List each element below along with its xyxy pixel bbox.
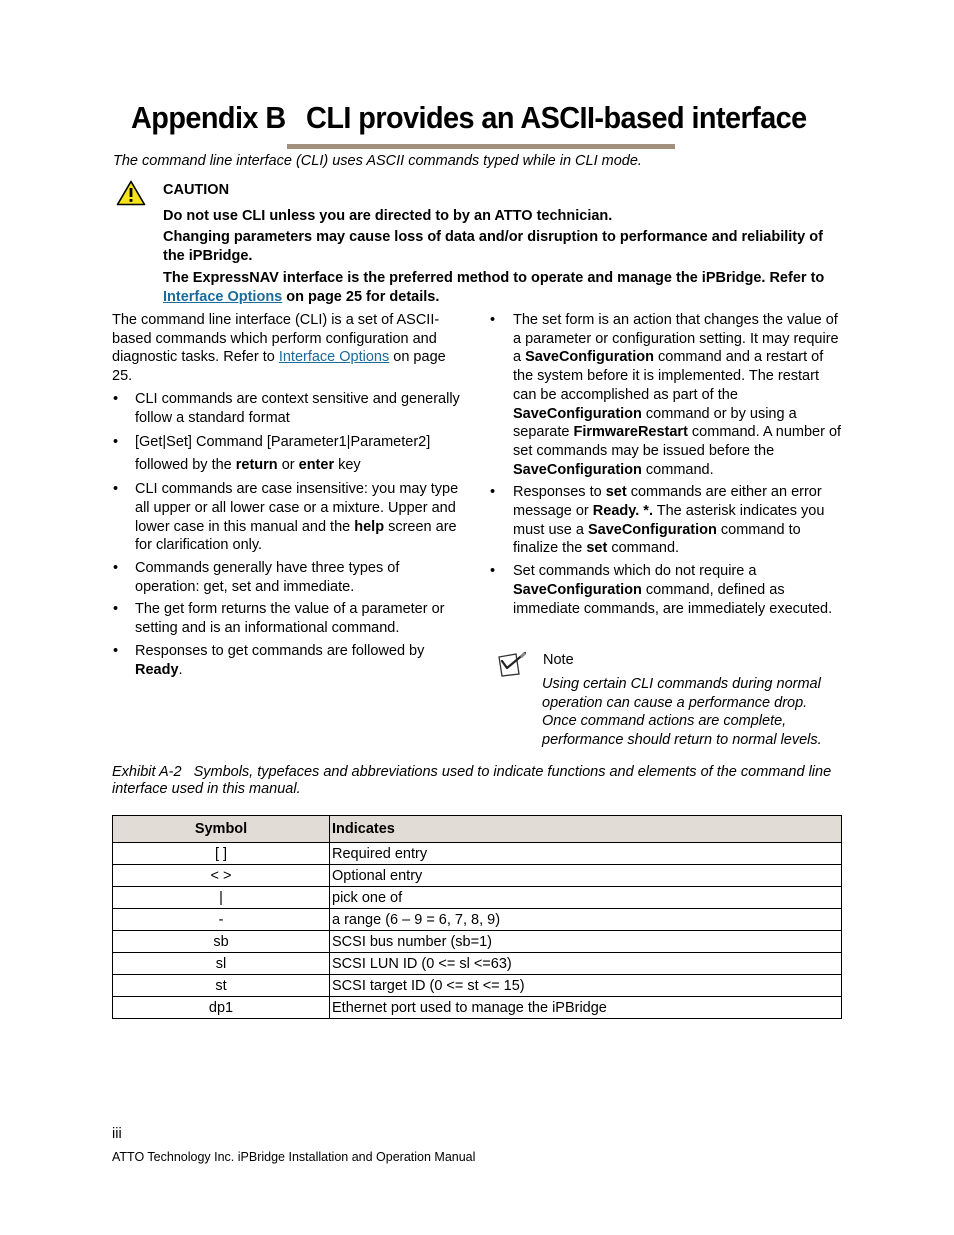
- right-column: [490, 311, 842, 622]
- symbol-cell: [ ]: [113, 843, 330, 865]
- list-item: [112, 431, 467, 476]
- table-row: [113, 909, 842, 931]
- list-item: [490, 562, 842, 618]
- table-row: [113, 931, 842, 953]
- table-row: [113, 843, 842, 865]
- indicates-cell: SCSI target ID (0 <= st <= 15): [330, 975, 842, 997]
- left-bullet-list: [112, 390, 467, 679]
- list-item-text: The set form is an action that changes the value of a parameter or configuration setting. It may require a: [513, 312, 839, 366]
- bullet-mark: •: [490, 484, 496, 501]
- exhibit-caption: [112, 764, 842, 797]
- return-key-term: return: [235, 456, 278, 473]
- warning-triangle-icon: [116, 180, 146, 206]
- indicates-cell: Optional entry: [330, 865, 842, 887]
- footer-text: ATTO Technology Inc. iPBridge Installation and Operation Manual: [112, 1150, 476, 1164]
- symbol-cell: -: [113, 909, 330, 931]
- list-item-text: CLI commands are context sensitive and generally follow a standard format: [135, 390, 460, 426]
- list-item-text: Responses to get commands are followed by: [135, 642, 425, 659]
- indicates-cell: a range (6 – 9 = 6, 7, 8, 9): [330, 909, 842, 931]
- bullet-mark: •: [113, 642, 119, 659]
- list-item-text: Responses to: [513, 484, 606, 501]
- cli-intro-text: The command line interface (CLI) is a set of ASCII-based commands which perform configuration and diagnostic tasks. Refer to: [112, 312, 440, 366]
- bullet-mark: •: [490, 312, 496, 328]
- set-term: set: [605, 484, 627, 501]
- list-item-text: command, defined as immediate commands, are immediately executed.: [513, 581, 833, 617]
- indicates-cell: SCSI bus number (sb=1): [330, 931, 842, 953]
- bullet-mark: •: [113, 601, 119, 618]
- bullet-mark: •: [113, 481, 119, 498]
- interface-options-link[interactable]: Interface Options: [163, 289, 283, 305]
- help-term: help: [354, 518, 385, 535]
- list-item-text: Set commands which do not require a: [513, 563, 757, 580]
- title-underline-rule: [287, 144, 675, 149]
- list-item-text: Commands generally have three types of operation: get, set and immediate.: [135, 560, 400, 595]
- saveconfiguration-term: SaveConfiguration: [525, 349, 654, 366]
- table-row: [113, 997, 842, 1019]
- saveconfiguration-term: SaveConfiguration: [513, 405, 642, 422]
- list-item: [112, 642, 467, 679]
- symbol-cell: sb: [113, 931, 330, 953]
- saveconfiguration-term: SaveConfiguration: [513, 581, 642, 598]
- list-item-text: command.: [641, 461, 714, 478]
- appendix-label: Appendix B: [131, 100, 286, 135]
- ready-asterisk-term: Ready. *.: [592, 503, 653, 520]
- list-item-text: [Get|Set] Command [Parameter1|Parameter2]: [135, 434, 431, 451]
- list-item: [112, 559, 467, 596]
- bullet-mark: •: [490, 563, 496, 580]
- list-item-text: command and a restart of the system before it is implemented. The restart can be accomplished as part of the: [513, 349, 824, 403]
- ready-term: Ready: [135, 661, 179, 678]
- list-item: [490, 483, 842, 558]
- list-item: [112, 480, 467, 555]
- bullet-mark: •: [113, 390, 119, 407]
- indicates-cell: SCSI LUN ID (0 <= sl <=63): [330, 953, 842, 975]
- table-row: [113, 865, 842, 887]
- symbol-cell: st: [113, 975, 330, 997]
- saveconfiguration-term: SaveConfiguration: [587, 521, 717, 538]
- left-column: [112, 311, 467, 683]
- saveconfiguration-term: SaveConfiguration: [513, 461, 642, 478]
- exhibit-caption-text: Symbols, typefaces and abbreviations used to indicate functions and elements of the command line interface used in this manual.: [112, 764, 832, 797]
- intro-text: The command line interface (CLI) uses ASCII commands typed while in CLI mode.: [113, 153, 642, 169]
- page-number: iii: [112, 1126, 122, 1142]
- list-item-text: followed by the: [135, 456, 236, 473]
- cli-intro-paragraph: [112, 311, 467, 386]
- list-item: [112, 390, 467, 427]
- list-item-text: commands are either an error message or: [513, 484, 822, 520]
- exhibit-label: Exhibit A-2: [112, 764, 182, 780]
- list-item-text: screen are for clarification only.: [135, 518, 457, 554]
- list-item-text: The get form returns the value of a parameter or setting and is an informational command.: [135, 601, 445, 637]
- note-body: Using certain CLI commands during normal operation can cause a performance drop. Once command actions are complete, performance should return to normal levels.: [542, 676, 822, 749]
- list-item-text: .: [178, 661, 183, 678]
- set-term: set: [586, 540, 608, 557]
- note-pencil-icon: [496, 650, 528, 678]
- bullet-mark: •: [113, 560, 119, 577]
- list-item-text: command. A number of set commands may be issued before the: [513, 424, 842, 459]
- interface-options-link-inline[interactable]: Interface Options: [278, 349, 390, 366]
- symbol-cell: < >: [113, 865, 330, 887]
- indicates-cell: Required entry: [330, 843, 842, 865]
- caution-line-1: Do not use CLI unless you are directed to by an ATTO technician.: [163, 208, 613, 224]
- list-item-text: command to finalize the: [513, 521, 801, 557]
- symbol-cell: dp1: [113, 997, 330, 1019]
- cli-intro-tail: on page 25.: [112, 349, 446, 385]
- table-header-row: [113, 816, 842, 843]
- list-item-text: or: [277, 456, 299, 473]
- symbol-cell: |: [113, 887, 330, 909]
- list-item: [112, 600, 467, 637]
- caution-line-3-tail: on page 25 for details.: [282, 289, 440, 305]
- enter-key-term: enter: [298, 456, 335, 473]
- page-title: [131, 100, 807, 136]
- table-row: [113, 887, 842, 909]
- caution-heading: CAUTION: [163, 182, 230, 198]
- list-item-text: key: [334, 456, 361, 473]
- table-row: [113, 953, 842, 975]
- list-item-text: command.: [607, 540, 680, 557]
- caution-line-3: [163, 269, 843, 307]
- list-item-text: command or by using a separate: [513, 405, 797, 441]
- list-item: [490, 311, 842, 479]
- list-item-text: The asterisk indicates you must use a: [513, 503, 825, 538]
- symbol-cell: sl: [113, 953, 330, 975]
- firmwarerestart-term: FirmwareRestart: [573, 424, 688, 441]
- list-item-text: CLI commands are case insensitive: you may type all upper or all lower case or a mixture. Upper and lower case in this manual and the: [135, 481, 459, 535]
- title-text: CLI provides an ASCII-based interface: [306, 100, 807, 135]
- note-heading: Note: [543, 652, 574, 668]
- bullet-mark: •: [113, 434, 119, 451]
- right-bullet-list: [490, 311, 842, 618]
- indicates-cell: pick one of: [330, 887, 842, 909]
- caution-line-3-text: The ExpressNAV interface is the preferred method to operate and manage the iPBridge. Refer to: [163, 270, 825, 286]
- symbol-column-header: Symbol: [113, 816, 330, 843]
- symbols-table: [112, 815, 842, 1019]
- indicates-column-header: Indicates: [330, 816, 842, 843]
- caution-line-2: Changing parameters may cause loss of data and/or disruption to performance and reliability of the iPBridge.: [163, 229, 823, 264]
- table-row: [113, 975, 842, 997]
- indicates-cell: Ethernet port used to manage the iPBridge: [330, 997, 842, 1019]
